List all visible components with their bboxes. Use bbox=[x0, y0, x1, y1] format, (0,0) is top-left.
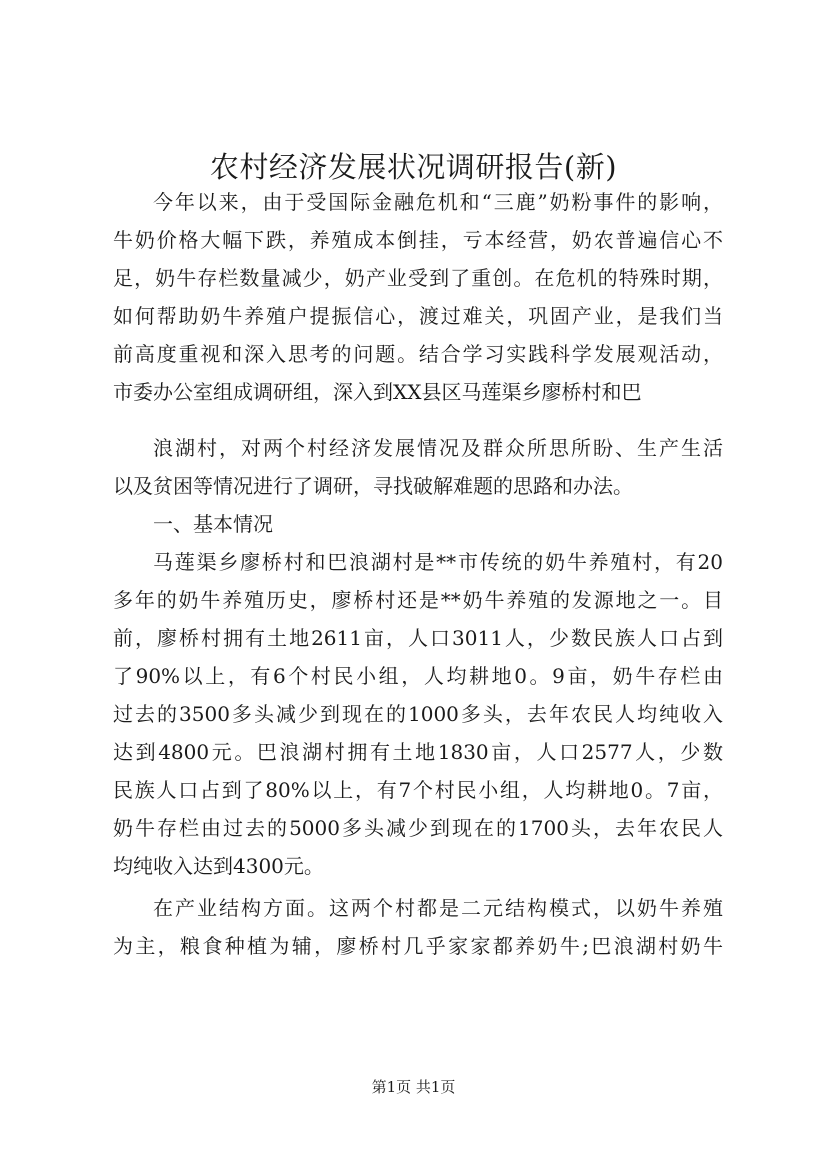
paragraph-line: 在产业结构方面。这两个村都是二元结构模式，以奶牛养殖 bbox=[153, 896, 723, 920]
paragraph-line: 今年以来，由于受国际金融危机和“三鹿”奶粉事件的影响， bbox=[153, 190, 723, 214]
paragraph-line: 了90%以上，有6个村民小组，人均耕地0。9亩，奶牛存栏由 bbox=[113, 664, 723, 688]
paragraph-line: 民族人口占到了80%以上，有7个村民小组，人均耕地0。7亩， bbox=[113, 778, 723, 802]
paragraph-line: 过去的3500多头减少到现在的1000多头，去年农民人均纯收入 bbox=[113, 702, 723, 726]
paragraph-line: 为主，粮食种植为辅，廖桥村几乎家家都养奶牛;巴浪湖村奶牛 bbox=[113, 934, 723, 958]
section-heading: 一、基本情况 bbox=[153, 512, 273, 536]
paragraph-line: 达到4800元。巴浪湖村拥有土地1830亩，人口2577人，少数 bbox=[113, 740, 723, 764]
paragraph-line: 多年的奶牛养殖历史，廖桥村还是**奶牛养殖的发源地之一。目 bbox=[113, 588, 723, 612]
paragraph-line: 前，廖桥村拥有土地2611亩，人口3011人，少数民族人口占到 bbox=[113, 626, 723, 650]
paragraph-line: 市委办公室组成调研组，深入到XX县区马莲渠乡廖桥村和巴 bbox=[113, 380, 642, 404]
paragraph-line: 足，奶牛存栏数量减少，奶产业受到了重创。在危机的特殊时期， bbox=[113, 266, 723, 290]
page-footer: 第1页 共1页 bbox=[371, 1078, 456, 1096]
paragraph-line: 如何帮助奶牛养殖户提振信心，渡过难关，巩固产业，是我们当 bbox=[113, 304, 723, 328]
document-title: 农村经济发展状况调研报告(新) bbox=[209, 150, 618, 184]
paragraph-line: 马莲渠乡廖桥村和巴浪湖村是**市传统的奶牛养殖村，有20 bbox=[153, 550, 723, 574]
paragraph-line: 以及贫困等情况进行了调研，寻找破解难题的思路和办法。 bbox=[113, 474, 633, 498]
paragraph-line: 前高度重视和深入思考的问题。结合学习实践科学发展观活动， bbox=[113, 342, 723, 366]
paragraph-line: 均纯收入达到4300元。 bbox=[113, 854, 324, 878]
paragraph-line: 牛奶价格大幅下跌，养殖成本倒挂，亏本经营，奶农普遍信心不 bbox=[113, 228, 723, 252]
paragraph-line: 浪湖村，对两个村经济发展情况及群众所思所盼、生产生活 bbox=[153, 436, 723, 460]
paragraph-line: 奶牛存栏由过去的5000多头减少到现在的1700头，去年农民人 bbox=[113, 816, 723, 840]
